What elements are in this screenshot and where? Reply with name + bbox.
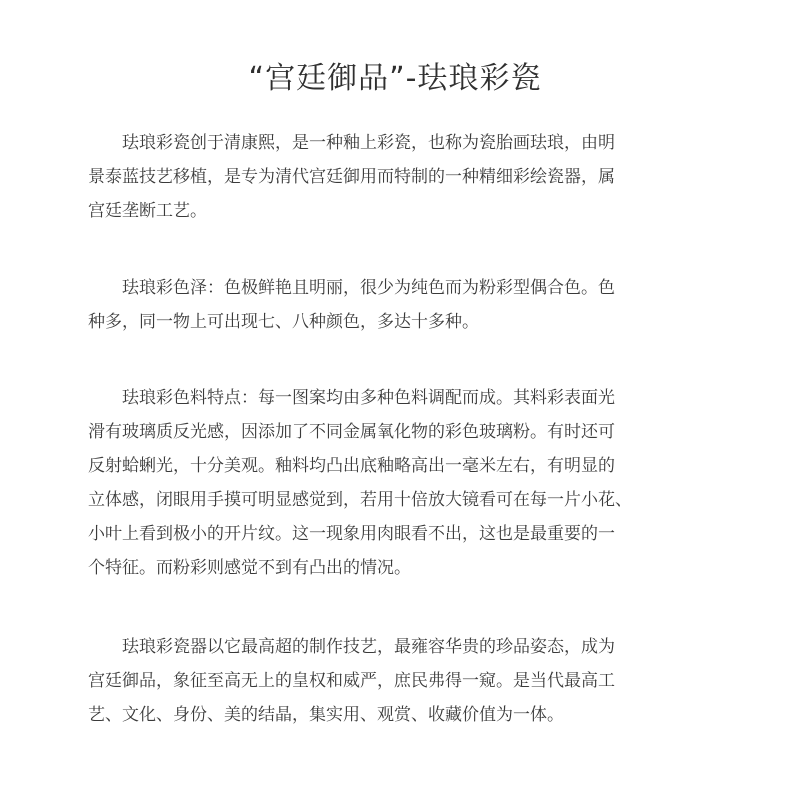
paragraph-origin [88,126,708,228]
paragraph-line: 种多，同一物上可出现七、八种颜色，多达十多种。 [88,312,479,332]
paragraph-line: 珐琅彩瓷器以它最高超的制作技艺，最雍容华贵的珍品姿态，成为 [122,637,615,657]
paragraph-line: 艺、文化、身份、美的结晶，集实用、观赏、收藏价值为一体。 [88,705,564,725]
paragraph-significance [88,630,708,732]
paragraph-line: 景泰蓝技艺移植，是专为清代宫廷御用而特制的一种精细彩绘瓷器，属 [88,167,615,187]
paragraph-pigment-features [88,381,708,585]
paragraph-line: 滑有玻璃质反光感，因添加了不同金属氧化物的彩色玻璃粉。有时还可 [88,422,615,442]
paragraph-line: 珐琅彩色泽：色极鲜艳且明丽，很少为纯色而为粉彩型偶合色。色 [122,278,615,298]
paragraph-line: 宫廷御品，象征至高无上的皇权和威严，庶民弗得一窥。是当代最高工 [88,671,615,691]
paragraph-line: 反射蛤蜊光，十分美观。釉料均凸出底釉略高出一毫米左右，有明显的 [88,456,615,476]
paragraph-line: 宫廷垄断工艺。 [88,201,207,221]
paragraph-line: 立体感，闭眼用手摸可明显感觉到，若用十倍放大镜看可在每一片小花、 [88,490,632,510]
paragraph-color [88,271,708,339]
paragraph-line: 小叶上看到极小的开片纹。这一现象用肉眼看不出，这也是最重要的一 [88,524,615,544]
page-title: “宫廷御品”-珐琅彩瓷 [248,61,542,96]
paragraph-line: 珐琅彩瓷创于清康熙，是一种釉上彩瓷，也称为瓷胎画珐琅，由明 [122,133,615,153]
paragraph-line: 个特征。而粉彩则感觉不到有凸出的情况。 [88,558,411,578]
paragraph-line: 珐琅彩色料特点：每一图案均由多种色料调配而成。其料彩表面光 [122,388,615,408]
